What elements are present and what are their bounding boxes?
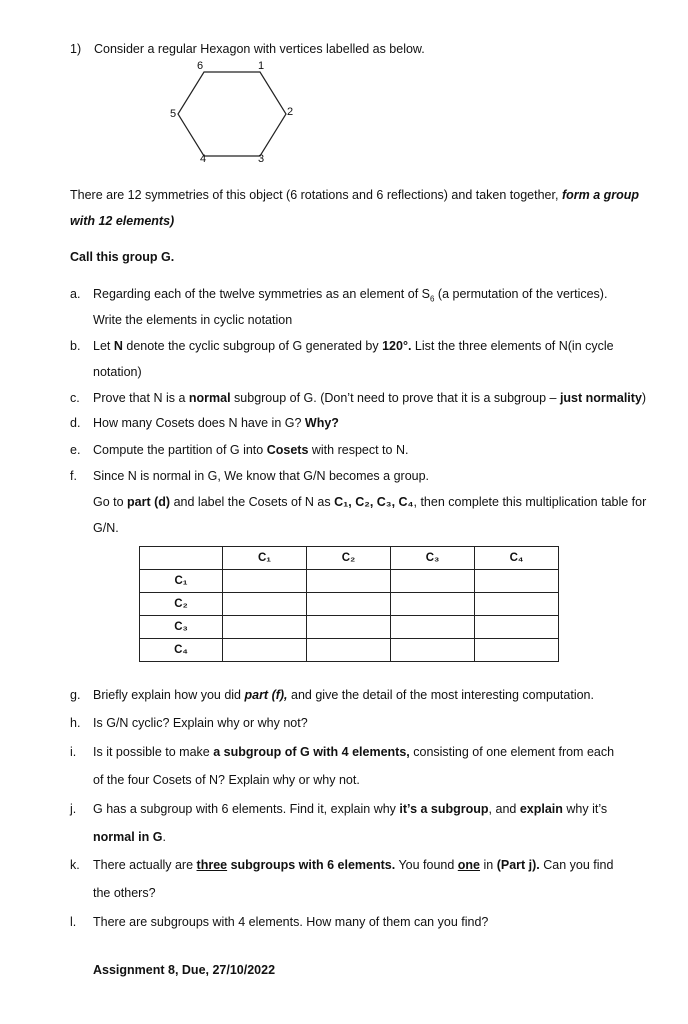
hexagon-shape xyxy=(178,72,286,156)
part-j-line-1: G has a subgroup with 6 elements. Find it, explain why it’s a subgroup, and explain why it’s xyxy=(93,802,608,816)
row-header: C₄ xyxy=(140,639,223,662)
row-header: C₂ xyxy=(140,593,223,616)
part-k-label: k. xyxy=(70,858,80,872)
description-line-1 xyxy=(70,188,639,202)
table-cell[interactable] xyxy=(223,570,307,593)
vertex-label-3: 3 xyxy=(258,153,265,165)
part-b-label: b. xyxy=(70,339,81,353)
table-cell[interactable] xyxy=(223,639,307,662)
part-g-line-1: Briefly explain how you did part (f), and give the detail of the most interesting computation. xyxy=(93,688,594,702)
table-row xyxy=(140,639,559,662)
hexagon-diagram xyxy=(160,58,300,168)
table-cell[interactable] xyxy=(475,639,559,662)
part-d-label: d. xyxy=(70,416,81,430)
part-l-line-1: There are subgroups with 4 elements. How many of them can you find? xyxy=(93,915,489,929)
table-row xyxy=(140,593,559,616)
part-h-label: h. xyxy=(70,716,81,730)
part-d-line-1: How many Cosets does N have in G? Why? xyxy=(93,416,339,430)
part-b-line-1: Let N denote the cyclic subgroup of G generated by 120°. List the three elements of N(in cycle xyxy=(93,339,614,353)
question-header xyxy=(70,42,425,56)
part-k-line-1: There actually are three subgroups with 6 elements. You found one in (Part j). Can you find xyxy=(93,858,614,872)
table-cell[interactable] xyxy=(391,639,475,662)
table-cell[interactable] xyxy=(223,616,307,639)
col-header: C₁ xyxy=(223,547,307,570)
table-corner-cell xyxy=(140,547,223,570)
table-cell[interactable] xyxy=(391,593,475,616)
part-i-line-2: of the four Cosets of N? Explain why or why not. xyxy=(93,773,360,787)
description-emphasis: form a group xyxy=(561,188,640,202)
part-c-line-1: Prove that N is a normal subgroup of G. (Don’t need to prove that it is a subgroup – just normality) xyxy=(93,391,647,405)
vertex-label-2: 2 xyxy=(287,106,294,118)
part-e-line-1: Compute the partition of G into Cosets with respect to N. xyxy=(93,443,409,457)
part-e-label: e. xyxy=(70,443,81,457)
question-intro: Consider a regular Hexagon with vertices labelled as below. xyxy=(94,42,425,56)
part-f-line-2: Go to part (d) and label the Cosets of N as C₁, C₂, C₃, C₄, then complete this multiplication table for xyxy=(93,495,647,509)
group-call: Call this group G. xyxy=(70,250,175,264)
question-number: 1) xyxy=(70,42,82,56)
vertex-label-6: 6 xyxy=(197,60,204,72)
table-cell[interactable] xyxy=(475,570,559,593)
part-i-label: i. xyxy=(70,745,77,759)
table-row xyxy=(140,570,559,593)
vertex-label-5: 5 xyxy=(170,108,177,120)
part-f-label: f. xyxy=(70,469,77,483)
part-k-line-2: the others? xyxy=(93,886,156,900)
part-f-line-1: Since N is normal in G, We know that G/N becomes a group. xyxy=(93,469,430,483)
table-cell[interactable] xyxy=(223,593,307,616)
vertex-label-1: 1 xyxy=(258,60,265,72)
part-l-label: l. xyxy=(70,915,77,929)
table-cell[interactable] xyxy=(307,593,391,616)
table-cell[interactable] xyxy=(391,570,475,593)
table-header-row xyxy=(140,547,559,570)
part-j-line-2: normal in G. xyxy=(93,830,166,844)
assignment-due-footer: Assignment 8, Due, 27/10/2022 xyxy=(93,963,276,977)
table-cell[interactable] xyxy=(475,593,559,616)
multiplication-table xyxy=(139,546,559,662)
part-g-label: g. xyxy=(70,688,81,702)
row-header: C₁ xyxy=(140,570,223,593)
table-cell[interactable] xyxy=(475,616,559,639)
part-i-line-1: Is it possible to make a subgroup of G with 4 elements, consisting of one element from each xyxy=(93,745,615,759)
table-cell[interactable] xyxy=(307,570,391,593)
part-a-line-1: Regarding each of the twelve symmetries as an element of $S_6$ (a permutation of the vertices). xyxy=(93,287,608,304)
table-cell[interactable] xyxy=(391,616,475,639)
row-header: C₃ xyxy=(140,616,223,639)
description-line-2: with 12 elements) xyxy=(70,214,175,228)
col-header: C₄ xyxy=(475,547,559,570)
part-f-line-3: G/N. xyxy=(93,521,119,535)
part-j-label: j. xyxy=(70,802,77,816)
col-header: C₂ xyxy=(307,547,391,570)
table-cell[interactable] xyxy=(307,639,391,662)
part-b-line-2: notation) xyxy=(93,365,142,379)
part-a-line-2: Write the elements in cyclic notation xyxy=(93,313,293,327)
part-h-line-1: Is G/N cyclic? Explain why or why not? xyxy=(93,716,308,730)
part-a-label: a. xyxy=(70,287,81,301)
table-cell[interactable] xyxy=(307,616,391,639)
col-header: C₃ xyxy=(391,547,475,570)
description-text: There are 12 symmetries of this object (6 rotations and 6 reflections) and taken together, xyxy=(70,188,559,202)
table-row xyxy=(140,616,559,639)
vertex-label-4: 4 xyxy=(200,153,207,165)
part-c-label: c. xyxy=(70,391,80,405)
